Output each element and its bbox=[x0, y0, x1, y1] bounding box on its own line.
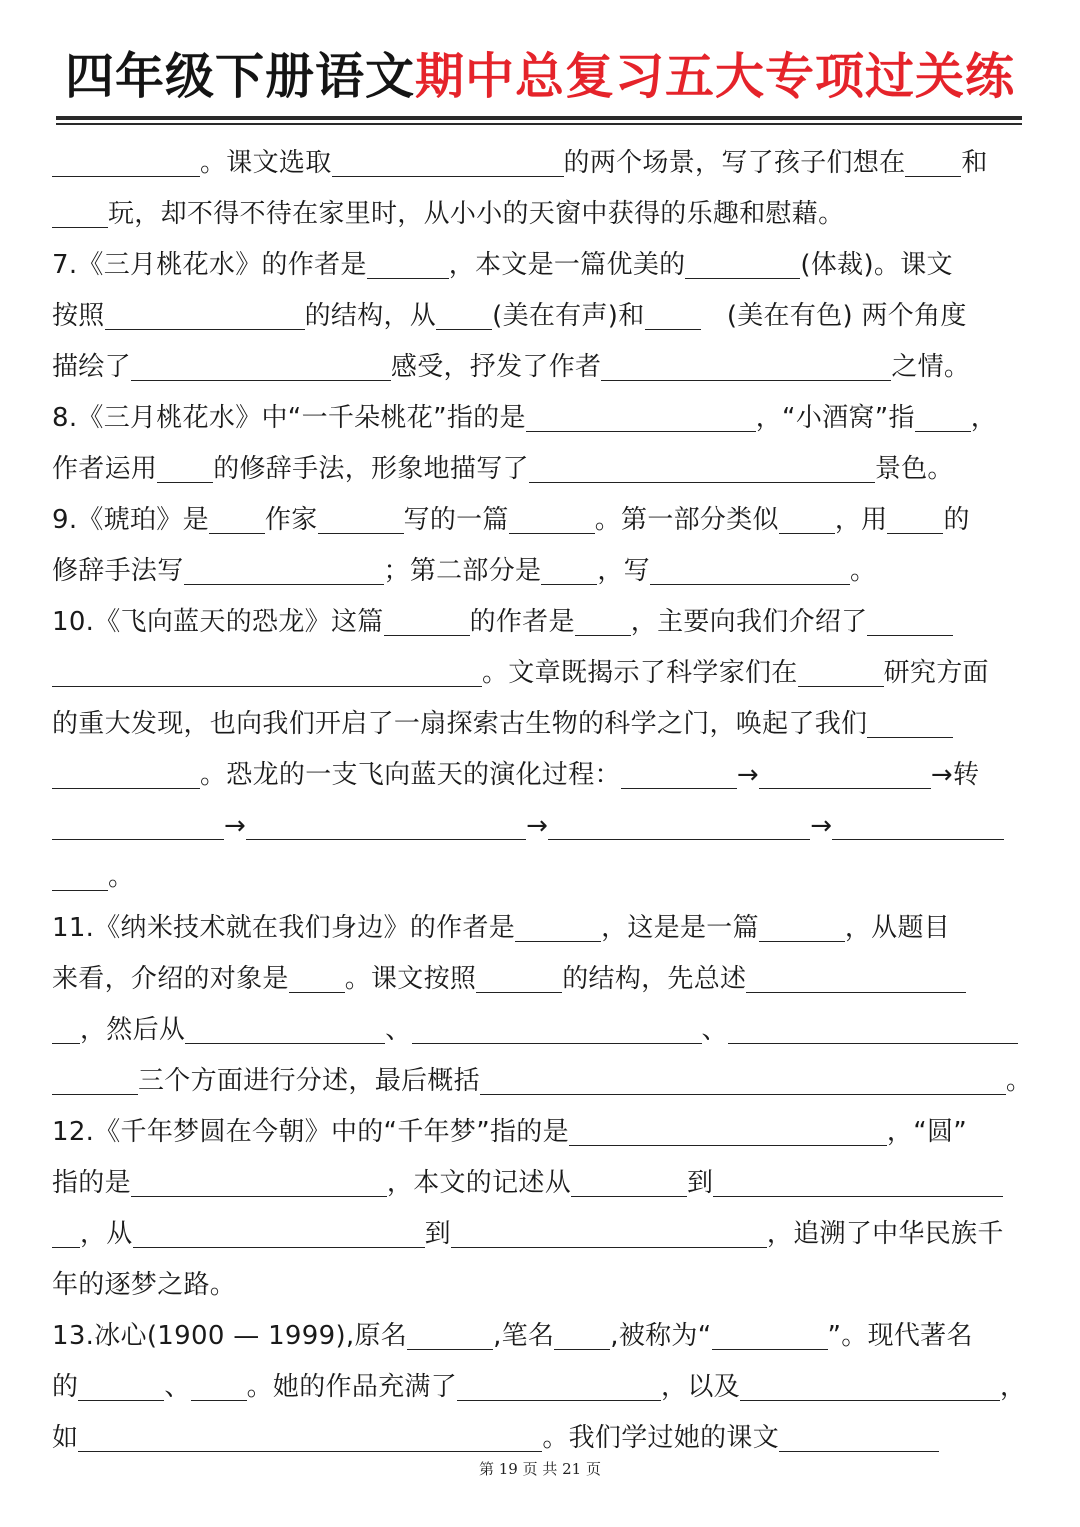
line-text: (美在有色) 两个角度 bbox=[700, 301, 967, 331]
answer-blank bbox=[289, 956, 345, 993]
line-text: ，本文是一篇优美的 bbox=[448, 250, 686, 280]
line-text: 的结构，从 bbox=[304, 301, 437, 331]
answer-blank bbox=[685, 242, 800, 279]
answer-blank bbox=[476, 956, 562, 993]
text-line bbox=[52, 801, 1032, 852]
answer-blank bbox=[332, 140, 564, 177]
line-text: 景色。 bbox=[874, 454, 954, 484]
answer-blank bbox=[759, 905, 845, 942]
text-line bbox=[52, 1005, 1032, 1056]
line-text: ，以及 bbox=[661, 1372, 740, 1402]
line-text: ，从题目 bbox=[844, 913, 951, 943]
answer-blank bbox=[601, 344, 891, 381]
answer-blank bbox=[480, 1058, 1006, 1095]
text-line bbox=[52, 1362, 1032, 1413]
answer-blank bbox=[436, 293, 492, 330]
line-text: 的两个场景，写了孩子们想在 bbox=[563, 148, 906, 178]
line-text: → bbox=[736, 760, 759, 790]
line-text: 按照 bbox=[52, 301, 105, 331]
text-line bbox=[52, 954, 1032, 1005]
line-text: 的 bbox=[943, 505, 970, 535]
line-text: 到 bbox=[424, 1219, 451, 1249]
answer-blank bbox=[746, 956, 966, 993]
line-text: 。我们学过她的课文 bbox=[542, 1423, 780, 1453]
answer-blank bbox=[575, 599, 631, 636]
answer-blank bbox=[798, 650, 884, 687]
page-title bbox=[0, 48, 1080, 105]
line-text: 作者运用 bbox=[52, 454, 158, 484]
answer-blank bbox=[779, 1415, 939, 1452]
answer-blank bbox=[905, 140, 961, 177]
text-line bbox=[52, 1107, 1032, 1158]
line-text: 和 bbox=[961, 148, 988, 178]
answer-blank bbox=[412, 1007, 702, 1044]
answer-blank bbox=[728, 1007, 1018, 1044]
text-line bbox=[52, 648, 1032, 699]
text-line bbox=[52, 495, 1032, 546]
text-line bbox=[52, 903, 1032, 954]
line-text: → bbox=[810, 811, 833, 841]
title-underline-thin bbox=[56, 123, 1022, 125]
line-text: 、 bbox=[701, 1015, 728, 1045]
line-text: 三个方面进行分述，最后概括 bbox=[138, 1066, 480, 1096]
answer-blank bbox=[650, 548, 850, 585]
line-text: 13.冰心(1900 — 1999),原名 bbox=[52, 1321, 408, 1351]
answer-blank bbox=[52, 1211, 80, 1248]
line-text: 、 bbox=[385, 1015, 412, 1045]
answer-blank bbox=[515, 905, 601, 942]
title-black-part: 四年级下册语文 bbox=[64, 48, 415, 105]
line-text: 描绘了 bbox=[52, 352, 131, 382]
title-red-part: 期中总复习五大专项过关练 bbox=[415, 48, 1016, 105]
line-text: 感受，抒发了作者 bbox=[390, 352, 602, 382]
line-text: → bbox=[224, 811, 247, 841]
answer-blank bbox=[131, 344, 391, 381]
line-text: 来看，介绍的对象是 bbox=[52, 964, 289, 994]
answer-blank bbox=[246, 803, 526, 840]
answer-blank bbox=[52, 140, 200, 177]
answer-blank bbox=[451, 1211, 767, 1248]
line-text: 11.《纳米技术就在我们身边》的作者是 bbox=[52, 913, 516, 943]
answer-blank bbox=[759, 752, 931, 789]
line-text: (美在有声)和 bbox=[492, 301, 645, 331]
line-text: ，本文的记述从 bbox=[386, 1168, 572, 1198]
line-text: 、 bbox=[164, 1372, 191, 1402]
answer-blank bbox=[554, 1313, 610, 1350]
answer-blank bbox=[712, 1313, 828, 1350]
text-line bbox=[52, 1413, 1032, 1464]
line-text: 之情。 bbox=[891, 352, 971, 382]
line-text: 。 bbox=[1005, 1066, 1033, 1096]
answer-blank bbox=[367, 242, 449, 279]
answer-blank bbox=[457, 1364, 661, 1401]
line-text: ，主要向我们介绍了 bbox=[630, 607, 868, 637]
page-footer: 第 19 页 共 21 页 bbox=[478, 1460, 601, 1478]
answer-blank bbox=[569, 1109, 887, 1146]
text-line bbox=[52, 189, 1032, 240]
line-text: ；第二部分是 bbox=[383, 556, 542, 586]
answer-blank bbox=[384, 599, 470, 636]
answer-blank bbox=[191, 1364, 247, 1401]
answer-blank bbox=[52, 1058, 138, 1095]
line-text: 。 bbox=[849, 556, 877, 586]
line-text: 的修辞手法，形象地描写了 bbox=[213, 454, 529, 484]
answer-blank bbox=[52, 650, 482, 687]
line-text: 。恐龙的一支飞向蓝天的演化过程： bbox=[200, 760, 621, 790]
answer-blank bbox=[571, 1160, 687, 1197]
line-text: 的重大发现，也向我们开启了一扇探索古生物的科学之门，唤起了我们 bbox=[52, 709, 868, 739]
answer-blank bbox=[548, 803, 810, 840]
line-text: ，追溯了中华民族千 bbox=[766, 1219, 1004, 1249]
line-text: 研究方面 bbox=[883, 658, 989, 688]
text-line bbox=[52, 138, 1032, 189]
line-text: 7.《三月桃花水》的作者是 bbox=[52, 250, 367, 280]
answer-blank bbox=[645, 293, 701, 330]
text-line bbox=[52, 1209, 1032, 1260]
line-text: ，“小酒窝”指 bbox=[755, 403, 915, 433]
answer-blank bbox=[133, 1211, 425, 1248]
line-text: 写的一篇 bbox=[403, 505, 509, 535]
answer-blank bbox=[105, 293, 305, 330]
line-text: ，写 bbox=[597, 556, 650, 586]
text-line bbox=[52, 699, 1032, 750]
line-text: 修辞手法写 bbox=[52, 556, 184, 586]
text-line bbox=[52, 240, 1032, 291]
line-text: 。课文选取 bbox=[200, 148, 332, 178]
exercise-body bbox=[52, 138, 1032, 1464]
line-text: 指的是 bbox=[52, 1168, 131, 1198]
line-text: 8.《三月桃花水》中“一千朵桃花”指的是 bbox=[52, 403, 526, 433]
text-line bbox=[52, 444, 1032, 495]
text-line bbox=[52, 597, 1032, 648]
answer-blank bbox=[52, 191, 108, 228]
line-text: 12.《千年梦圆在今朝》中的“千年梦”指的是 bbox=[52, 1117, 569, 1147]
answer-blank bbox=[779, 497, 835, 534]
text-line bbox=[52, 546, 1032, 597]
line-text: 。 bbox=[108, 862, 135, 892]
answer-blank bbox=[407, 1313, 493, 1350]
line-text: 到 bbox=[687, 1168, 714, 1198]
answer-blank bbox=[52, 752, 200, 789]
line-text: ，“圆” bbox=[886, 1117, 968, 1147]
line-text: ,被称为“ bbox=[610, 1321, 712, 1351]
line-text: ，然后从 bbox=[80, 1015, 186, 1045]
answer-blank bbox=[185, 1007, 385, 1044]
line-text: ， bbox=[970, 403, 998, 433]
answer-blank bbox=[78, 1415, 542, 1452]
answer-blank bbox=[52, 1007, 80, 1044]
answer-blank bbox=[832, 803, 1004, 840]
answer-blank bbox=[318, 497, 404, 534]
line-text: 的作者是 bbox=[469, 607, 575, 637]
line-text: ，从 bbox=[80, 1219, 133, 1249]
text-line bbox=[52, 852, 1032, 903]
text-line bbox=[52, 291, 1032, 342]
line-text: 作家 bbox=[264, 505, 318, 535]
line-text: ”。现代著名 bbox=[827, 1321, 973, 1351]
line-text: 。文章既揭示了科学家们在 bbox=[482, 658, 798, 688]
answer-blank bbox=[867, 599, 953, 636]
text-line bbox=[52, 1311, 1032, 1362]
answer-blank bbox=[526, 395, 756, 432]
answer-blank bbox=[621, 752, 737, 789]
answer-blank bbox=[209, 497, 265, 534]
answer-blank bbox=[713, 1160, 1003, 1197]
line-text: 玩，却不得不待在家里时，从小小的天窗中获得的乐趣和慰藉。 bbox=[108, 199, 845, 229]
text-line bbox=[52, 1158, 1032, 1209]
line-text: 如 bbox=[52, 1423, 79, 1453]
line-text: ，用 bbox=[834, 505, 888, 535]
answer-blank bbox=[131, 1160, 387, 1197]
answer-blank bbox=[184, 548, 384, 585]
line-text: 年的逐梦之路。 bbox=[52, 1270, 237, 1300]
answer-blank bbox=[509, 497, 595, 534]
answer-blank bbox=[52, 803, 224, 840]
answer-blank bbox=[541, 548, 597, 585]
answer-blank bbox=[915, 395, 971, 432]
line-text: ，这是是一篇 bbox=[601, 913, 759, 943]
line-text: 9.《琥珀》是 bbox=[52, 505, 209, 535]
line-text: →转 bbox=[930, 760, 980, 790]
line-text: ,笔名 bbox=[493, 1321, 555, 1351]
line-text: 。她的作品充满了 bbox=[246, 1372, 458, 1402]
text-line bbox=[52, 393, 1032, 444]
text-line bbox=[52, 750, 1032, 801]
line-text: 的结构，先总述 bbox=[562, 964, 747, 994]
line-text: 。第一部分类似 bbox=[594, 505, 779, 535]
answer-blank bbox=[740, 1364, 1000, 1401]
answer-blank bbox=[52, 854, 108, 891]
text-line bbox=[52, 342, 1032, 393]
answer-blank bbox=[78, 1364, 164, 1401]
text-line bbox=[52, 1056, 1032, 1107]
line-text: 10.《飞向蓝天的恐龙》这篇 bbox=[52, 607, 384, 637]
answer-blank bbox=[867, 701, 953, 738]
text-line bbox=[52, 1260, 1032, 1311]
answer-blank bbox=[529, 446, 875, 483]
title-underline-thick bbox=[56, 116, 1022, 120]
line-text: (体裁)。课文 bbox=[800, 250, 953, 280]
line-text: → bbox=[526, 811, 549, 841]
line-text: ， bbox=[999, 1372, 1027, 1402]
answer-blank bbox=[157, 446, 213, 483]
line-text: 。课文按照 bbox=[344, 964, 477, 994]
line-text: 的 bbox=[52, 1372, 79, 1402]
answer-blank bbox=[887, 497, 943, 534]
